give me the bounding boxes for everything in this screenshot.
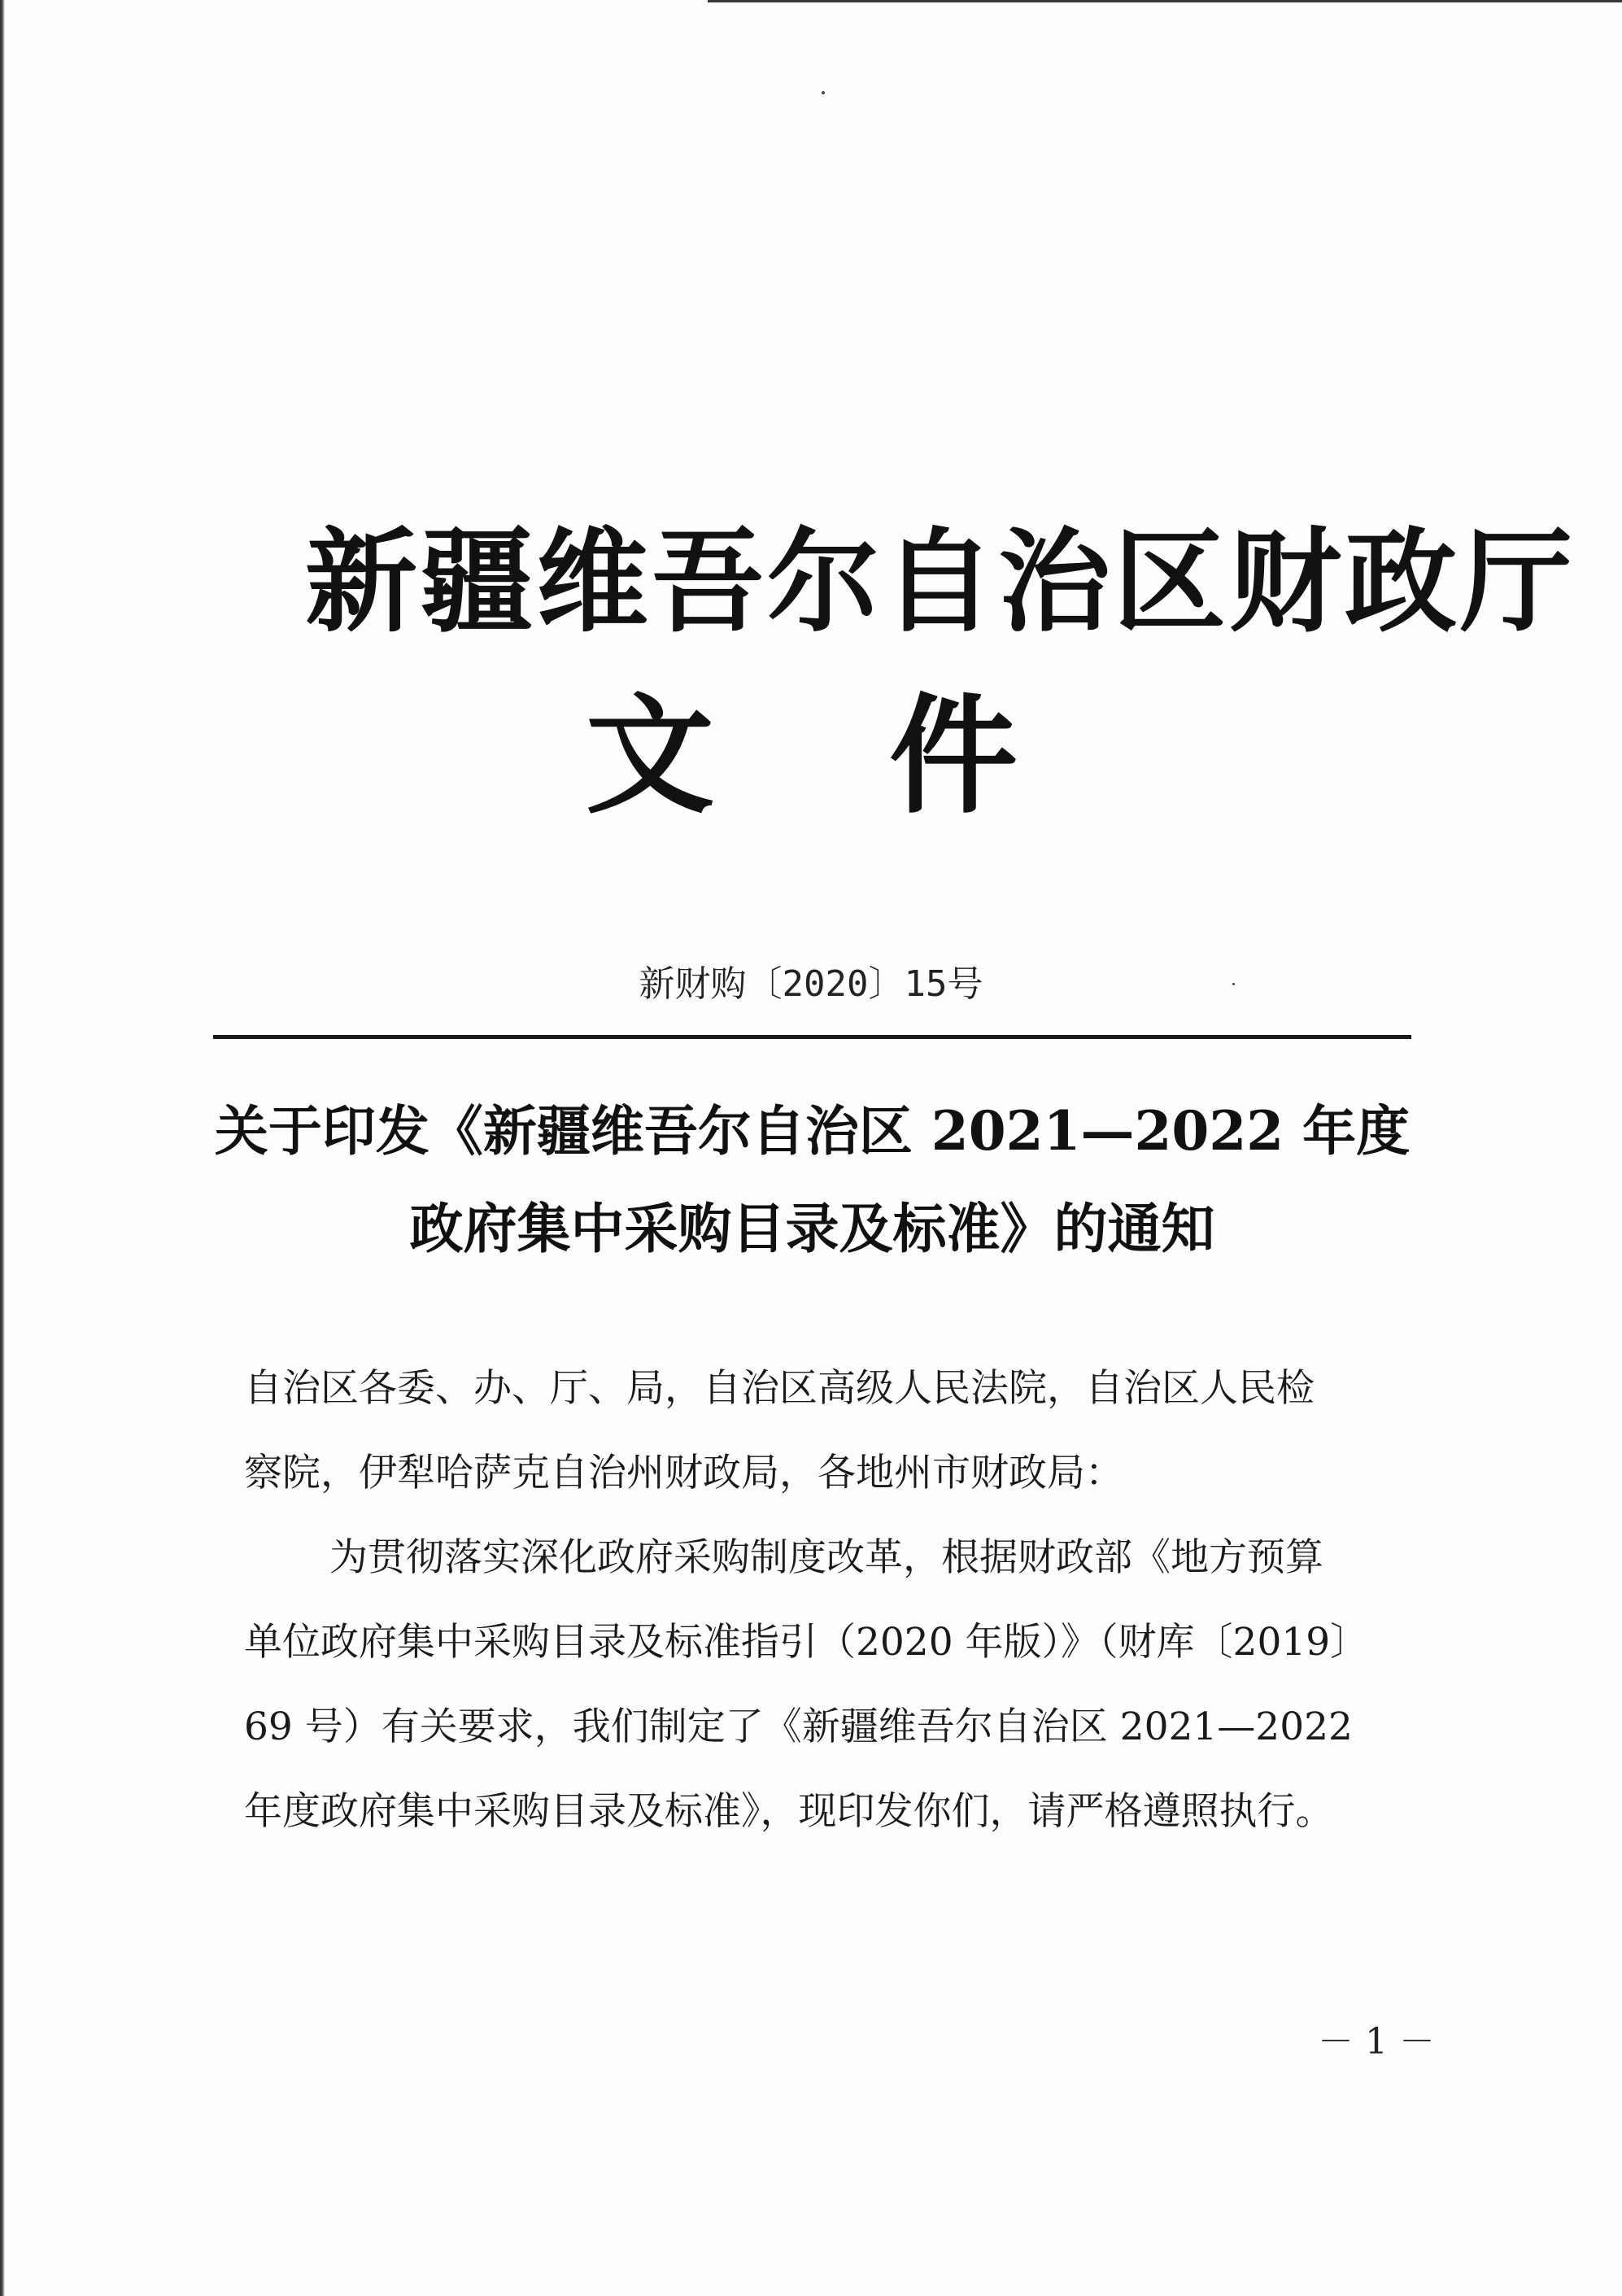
notice-title	[213, 1082, 1411, 1277]
body-line: 单位政府集中采购目录及标准指引（2020 年版）》（财库〔2019〕	[244, 1620, 1369, 1665]
addressee-line: 自治区各委、办、厅、局，自治区高级人民法院，自治区人民检	[244, 1366, 1315, 1411]
document-number: 新财购〔2020〕15号	[639, 963, 983, 1005]
notice-body	[244, 1347, 1424, 1854]
title-line: 政府集中采购目录及标准》的通知	[409, 1197, 1215, 1260]
issuing-authority: 新疆维吾尔自治区财政厅	[305, 515, 1576, 648]
body-line: 69 号）有关要求，我们制定了《新疆维吾尔自治区 2021—2022	[244, 1705, 1353, 1749]
scan-top-edge	[708, 0, 1622, 2]
body-line: 为贯彻落实深化政府采购制度改革，根据财政部《地方预算	[329, 1535, 1323, 1580]
scan-speck	[822, 91, 825, 94]
document-label: 文件	[586, 681, 1193, 832]
addressee-line: 察院，伊犁哈萨克自治州财政局，各地州市财政局：	[244, 1451, 1123, 1495]
body-line: 年度政府集中采购目录及标准》，现印发你们，请严格遵照执行。	[244, 1789, 1334, 1834]
header-divider	[213, 1035, 1411, 1039]
scan-binding-edge	[0, 0, 5, 2296]
title-line: 关于印发《新疆维吾尔自治区 2021—2022 年度	[214, 1099, 1411, 1163]
page-number: － 1 －	[1318, 2021, 1435, 2062]
